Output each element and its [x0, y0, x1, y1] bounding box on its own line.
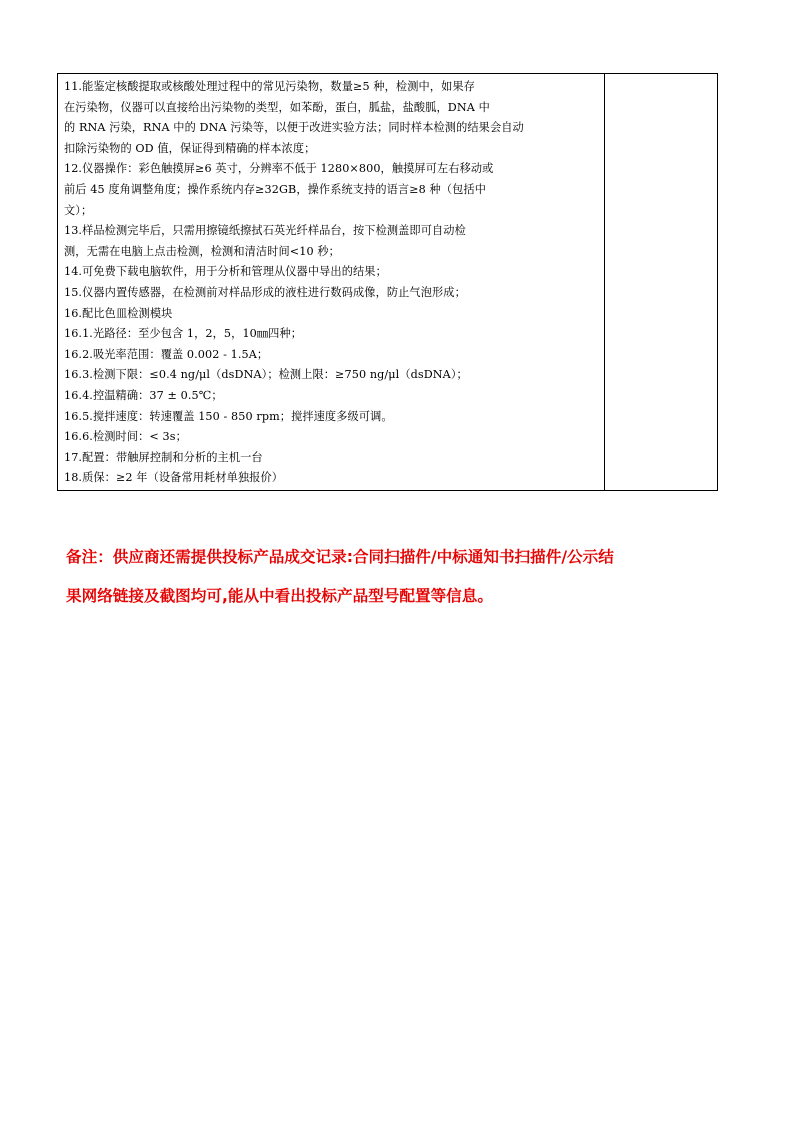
spec-line: 16.1.光路径：至少包含 1，2，5，10㎜四种；: [64, 327, 303, 341]
spec-line: 16.6.检测时间：< 3s；: [64, 430, 187, 444]
spec-line: 15.仪器内置传感器，在检测前对样品形成的液柱进行数码成像，防止气泡形成；: [64, 285, 466, 299]
spec-line: 12.仪器操作：彩色触摸屏≥6 英寸，分辨率不低于 1280×800，触摸屏可左右移动或: [64, 162, 494, 176]
spec-line: 13.样品检测完毕后，只需用擦镜纸擦拭石英光纤样品台，按下检测盖即可自动检: [64, 224, 466, 238]
remark-note: [66, 538, 726, 616]
spec-line: 16.配比色皿检测模块: [64, 306, 173, 320]
spec-line: 18.质保：≥2 年（设备常用耗材单独报价）: [64, 471, 284, 485]
table-column-divider: [604, 74, 605, 490]
spec-line: 文）；: [64, 203, 93, 217]
spec-line: 在污染物，仪器可以直接给出污染物的类型，如苯酚，蛋白，胍盐，盐酸胍，DNA 中: [64, 100, 490, 114]
spec-line: 14.可免费下载电脑软件，用于分析和管理从仪器中导出的结果；: [64, 265, 387, 279]
spec-line: 11.能鉴定核酸提取或核酸处理过程中的常见污染物，数量≥5 种，检测中，如果存: [64, 80, 475, 93]
spec-table-content: [64, 77, 596, 489]
spec-line: 16.5.搅拌速度：转速覆盖 150 - 850 rpm；搅拌速度多级可调。: [64, 409, 393, 423]
spec-line: 的 RNA 污染，RNA 中的 DNA 污染等，以便于改进实验方法；同时样本检测的结果会自动: [64, 121, 524, 135]
spec-line: 前后 45 度角调整角度；操作系统内存≥32GB，操作系统支持的语言≥8 种（包括中: [64, 182, 486, 196]
spec-table: [57, 73, 718, 491]
remark-line-1: 备注：供应商还需提供投标产品成交记录:合同扫描件/中标通知书扫描件/公示结: [66, 548, 614, 566]
spec-line: 扣除污染物的 OD 值，保证得到精确的样本浓度；: [64, 141, 316, 155]
spec-line: 16.4.控温精确：37 ± 0.5℃；: [64, 388, 223, 402]
spec-line: 测，无需在电脑上点击检测，检测和清洁时间<10 秒；: [64, 244, 340, 258]
spec-line: 16.3.检测下限：≤0.4 ng/μl（dsDNA）；检测上限：≥750 ng/μl（dsDNA）；: [64, 368, 468, 382]
spec-line: 16.2.吸光率范围：覆盖 0.002 - 1.5A；: [64, 347, 269, 361]
spec-line: 17.配置：带触屏控制和分析的主机一台: [64, 450, 263, 464]
remark-line-2: 果网络链接及截图均可,能从中看出投标产品型号配置等信息。: [66, 587, 493, 605]
